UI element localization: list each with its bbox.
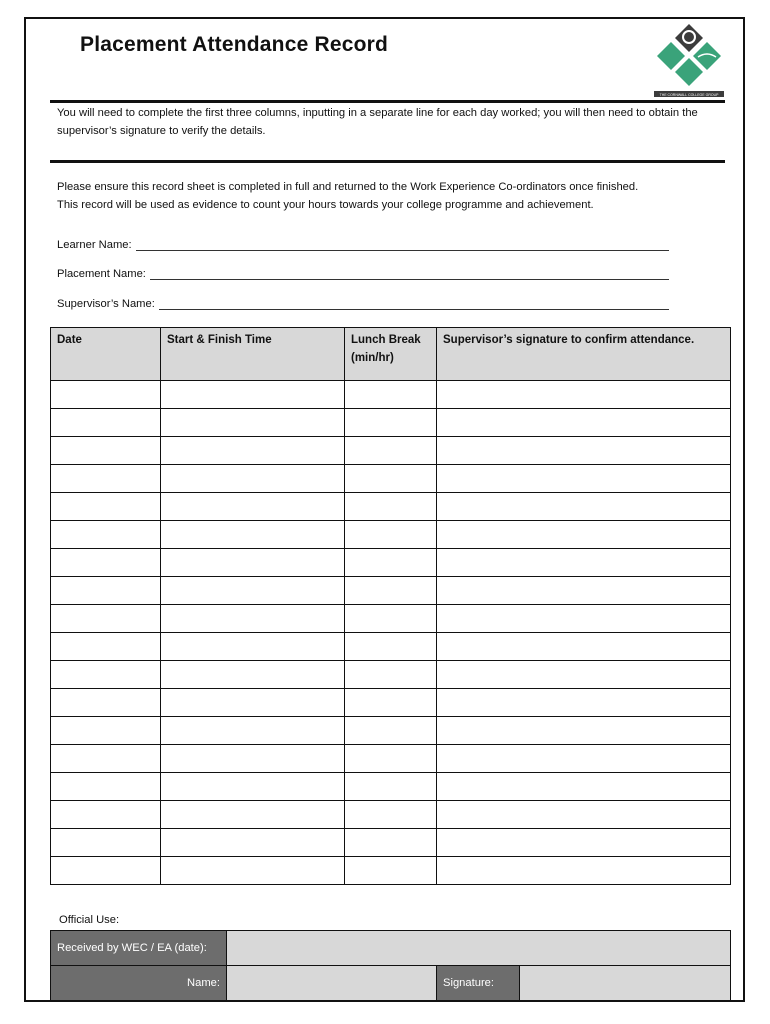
lunch-cell[interactable]: [345, 409, 437, 437]
official-received-row: [51, 931, 731, 966]
official-use-label: Official Use:: [59, 914, 120, 926]
time-cell[interactable]: [161, 773, 345, 801]
table-row: [51, 829, 731, 857]
date-cell[interactable]: [51, 633, 161, 661]
time-cell[interactable]: [161, 857, 345, 885]
instruction-paragraph: You will need to complete the first three columns, inputting in a separate line for each day worked; you will then need to obtain the supervisor’s signature to verify the details.: [57, 107, 698, 137]
attendance-table: [50, 327, 731, 885]
signature-cell[interactable]: [437, 521, 731, 549]
signature-cell[interactable]: [437, 577, 731, 605]
time-cell[interactable]: [161, 717, 345, 745]
lunch-cell[interactable]: [345, 745, 437, 773]
signature-cell[interactable]: [437, 717, 731, 745]
placement-name-line[interactable]: [150, 269, 669, 280]
table-row: [51, 549, 731, 577]
lunch-cell[interactable]: [345, 437, 437, 465]
lunch-cell[interactable]: [345, 381, 437, 409]
date-cell[interactable]: [51, 437, 161, 465]
official-name-row: [51, 966, 731, 1001]
official-signature-label: Signature:: [437, 966, 520, 1001]
lunch-cell[interactable]: [345, 549, 437, 577]
time-cell[interactable]: [161, 661, 345, 689]
signature-cell[interactable]: [437, 661, 731, 689]
lunch-cell[interactable]: [345, 689, 437, 717]
signature-cell[interactable]: [437, 409, 731, 437]
learner-name-field[interactable]: [57, 239, 669, 251]
time-cell[interactable]: [161, 381, 345, 409]
attendance-rows: [51, 381, 731, 885]
signature-cell[interactable]: [437, 493, 731, 521]
logo-caption: THE CORNWALL COLLEGE GROUP: [659, 93, 719, 97]
attendance-header-row: [51, 328, 731, 381]
table-row: [51, 857, 731, 885]
signature-cell[interactable]: [437, 745, 731, 773]
date-cell[interactable]: [51, 689, 161, 717]
signature-cell[interactable]: [437, 829, 731, 857]
lunch-cell[interactable]: [345, 493, 437, 521]
official-use-table: [50, 930, 731, 1001]
date-cell[interactable]: [51, 717, 161, 745]
learner-name-line[interactable]: [136, 240, 669, 251]
return-line-1: Please ensure this record sheet is completed in full and returned to the Work Experience Co-ordinators once finished.: [57, 181, 639, 193]
lunch-cell[interactable]: [345, 801, 437, 829]
learner-name-label: Learner Name:: [57, 239, 132, 251]
lunch-cell[interactable]: [345, 633, 437, 661]
lunch-cell[interactable]: [345, 717, 437, 745]
table-row: [51, 409, 731, 437]
lunch-cell[interactable]: [345, 829, 437, 857]
date-cell[interactable]: [51, 745, 161, 773]
date-cell[interactable]: [51, 381, 161, 409]
official-signature-field[interactable]: [520, 966, 731, 1001]
col-start-finish-time: Start & Finish Time: [161, 328, 345, 381]
signature-cell[interactable]: [437, 437, 731, 465]
return-line-2: This record will be used as evidence to count your hours towards your college programme and achievement.: [57, 199, 594, 211]
date-cell[interactable]: [51, 493, 161, 521]
received-by-label: Received by WEC / EA (date):: [51, 931, 227, 966]
official-name-field[interactable]: [227, 966, 437, 1001]
table-row: [51, 577, 731, 605]
time-cell[interactable]: [161, 745, 345, 773]
lunch-cell[interactable]: [345, 857, 437, 885]
lunch-cell[interactable]: [345, 521, 437, 549]
return-paragraph: [57, 178, 727, 214]
date-cell[interactable]: [51, 661, 161, 689]
college-logo: [652, 22, 726, 98]
date-cell[interactable]: [51, 521, 161, 549]
time-cell[interactable]: [161, 689, 345, 717]
lunch-cell[interactable]: [345, 605, 437, 633]
date-cell[interactable]: [51, 409, 161, 437]
date-cell[interactable]: [51, 465, 161, 493]
time-cell[interactable]: [161, 577, 345, 605]
lunch-cell[interactable]: [345, 773, 437, 801]
received-by-field[interactable]: [227, 931, 731, 966]
signature-cell[interactable]: [437, 381, 731, 409]
lunch-cell[interactable]: [345, 577, 437, 605]
supervisor-name-label: Supervisor’s Name:: [57, 298, 155, 310]
col-supervisor-signature: Supervisor’s signature to confirm attendance.: [437, 328, 731, 381]
time-cell[interactable]: [161, 465, 345, 493]
signature-cell[interactable]: [437, 773, 731, 801]
table-row: [51, 521, 731, 549]
table-row: [51, 605, 731, 633]
supervisor-name-line[interactable]: [159, 299, 669, 310]
table-row: [51, 437, 731, 465]
signature-cell[interactable]: [437, 549, 731, 577]
table-row: [51, 773, 731, 801]
page-title: Placement Attendance Record: [80, 33, 389, 56]
time-cell[interactable]: [161, 549, 345, 577]
lunch-cell[interactable]: [345, 465, 437, 493]
section-divider: [50, 160, 725, 163]
time-cell[interactable]: [161, 605, 345, 633]
lunch-cell[interactable]: [345, 661, 437, 689]
time-cell[interactable]: [161, 829, 345, 857]
signature-cell[interactable]: [437, 465, 731, 493]
col-date: Date: [51, 328, 161, 381]
table-row: [51, 689, 731, 717]
signature-cell[interactable]: [437, 633, 731, 661]
date-cell[interactable]: [51, 801, 161, 829]
header-divider: [50, 100, 725, 103]
placement-name-label: Placement Name:: [57, 268, 146, 280]
table-row: [51, 801, 731, 829]
supervisor-name-field[interactable]: [57, 298, 669, 310]
date-cell[interactable]: [51, 857, 161, 885]
time-cell[interactable]: [161, 633, 345, 661]
time-cell[interactable]: [161, 409, 345, 437]
signature-cell[interactable]: [437, 605, 731, 633]
date-cell[interactable]: [51, 829, 161, 857]
table-row: [51, 633, 731, 661]
signature-cell[interactable]: [437, 689, 731, 717]
official-name-label: Name:: [51, 966, 227, 1001]
table-row: [51, 661, 731, 689]
col-lunch-break: Lunch Break (min/hr): [345, 328, 437, 381]
date-cell[interactable]: [51, 549, 161, 577]
table-row: [51, 493, 731, 521]
date-cell[interactable]: [51, 605, 161, 633]
table-row: [51, 745, 731, 773]
date-cell[interactable]: [51, 773, 161, 801]
table-row: [51, 717, 731, 745]
table-row: [51, 465, 731, 493]
time-cell[interactable]: [161, 437, 345, 465]
signature-cell[interactable]: [437, 857, 731, 885]
table-row: [51, 381, 731, 409]
placement-name-field[interactable]: [57, 268, 669, 280]
time-cell[interactable]: [161, 801, 345, 829]
signature-cell[interactable]: [437, 801, 731, 829]
date-cell[interactable]: [51, 577, 161, 605]
time-cell[interactable]: [161, 493, 345, 521]
time-cell[interactable]: [161, 521, 345, 549]
